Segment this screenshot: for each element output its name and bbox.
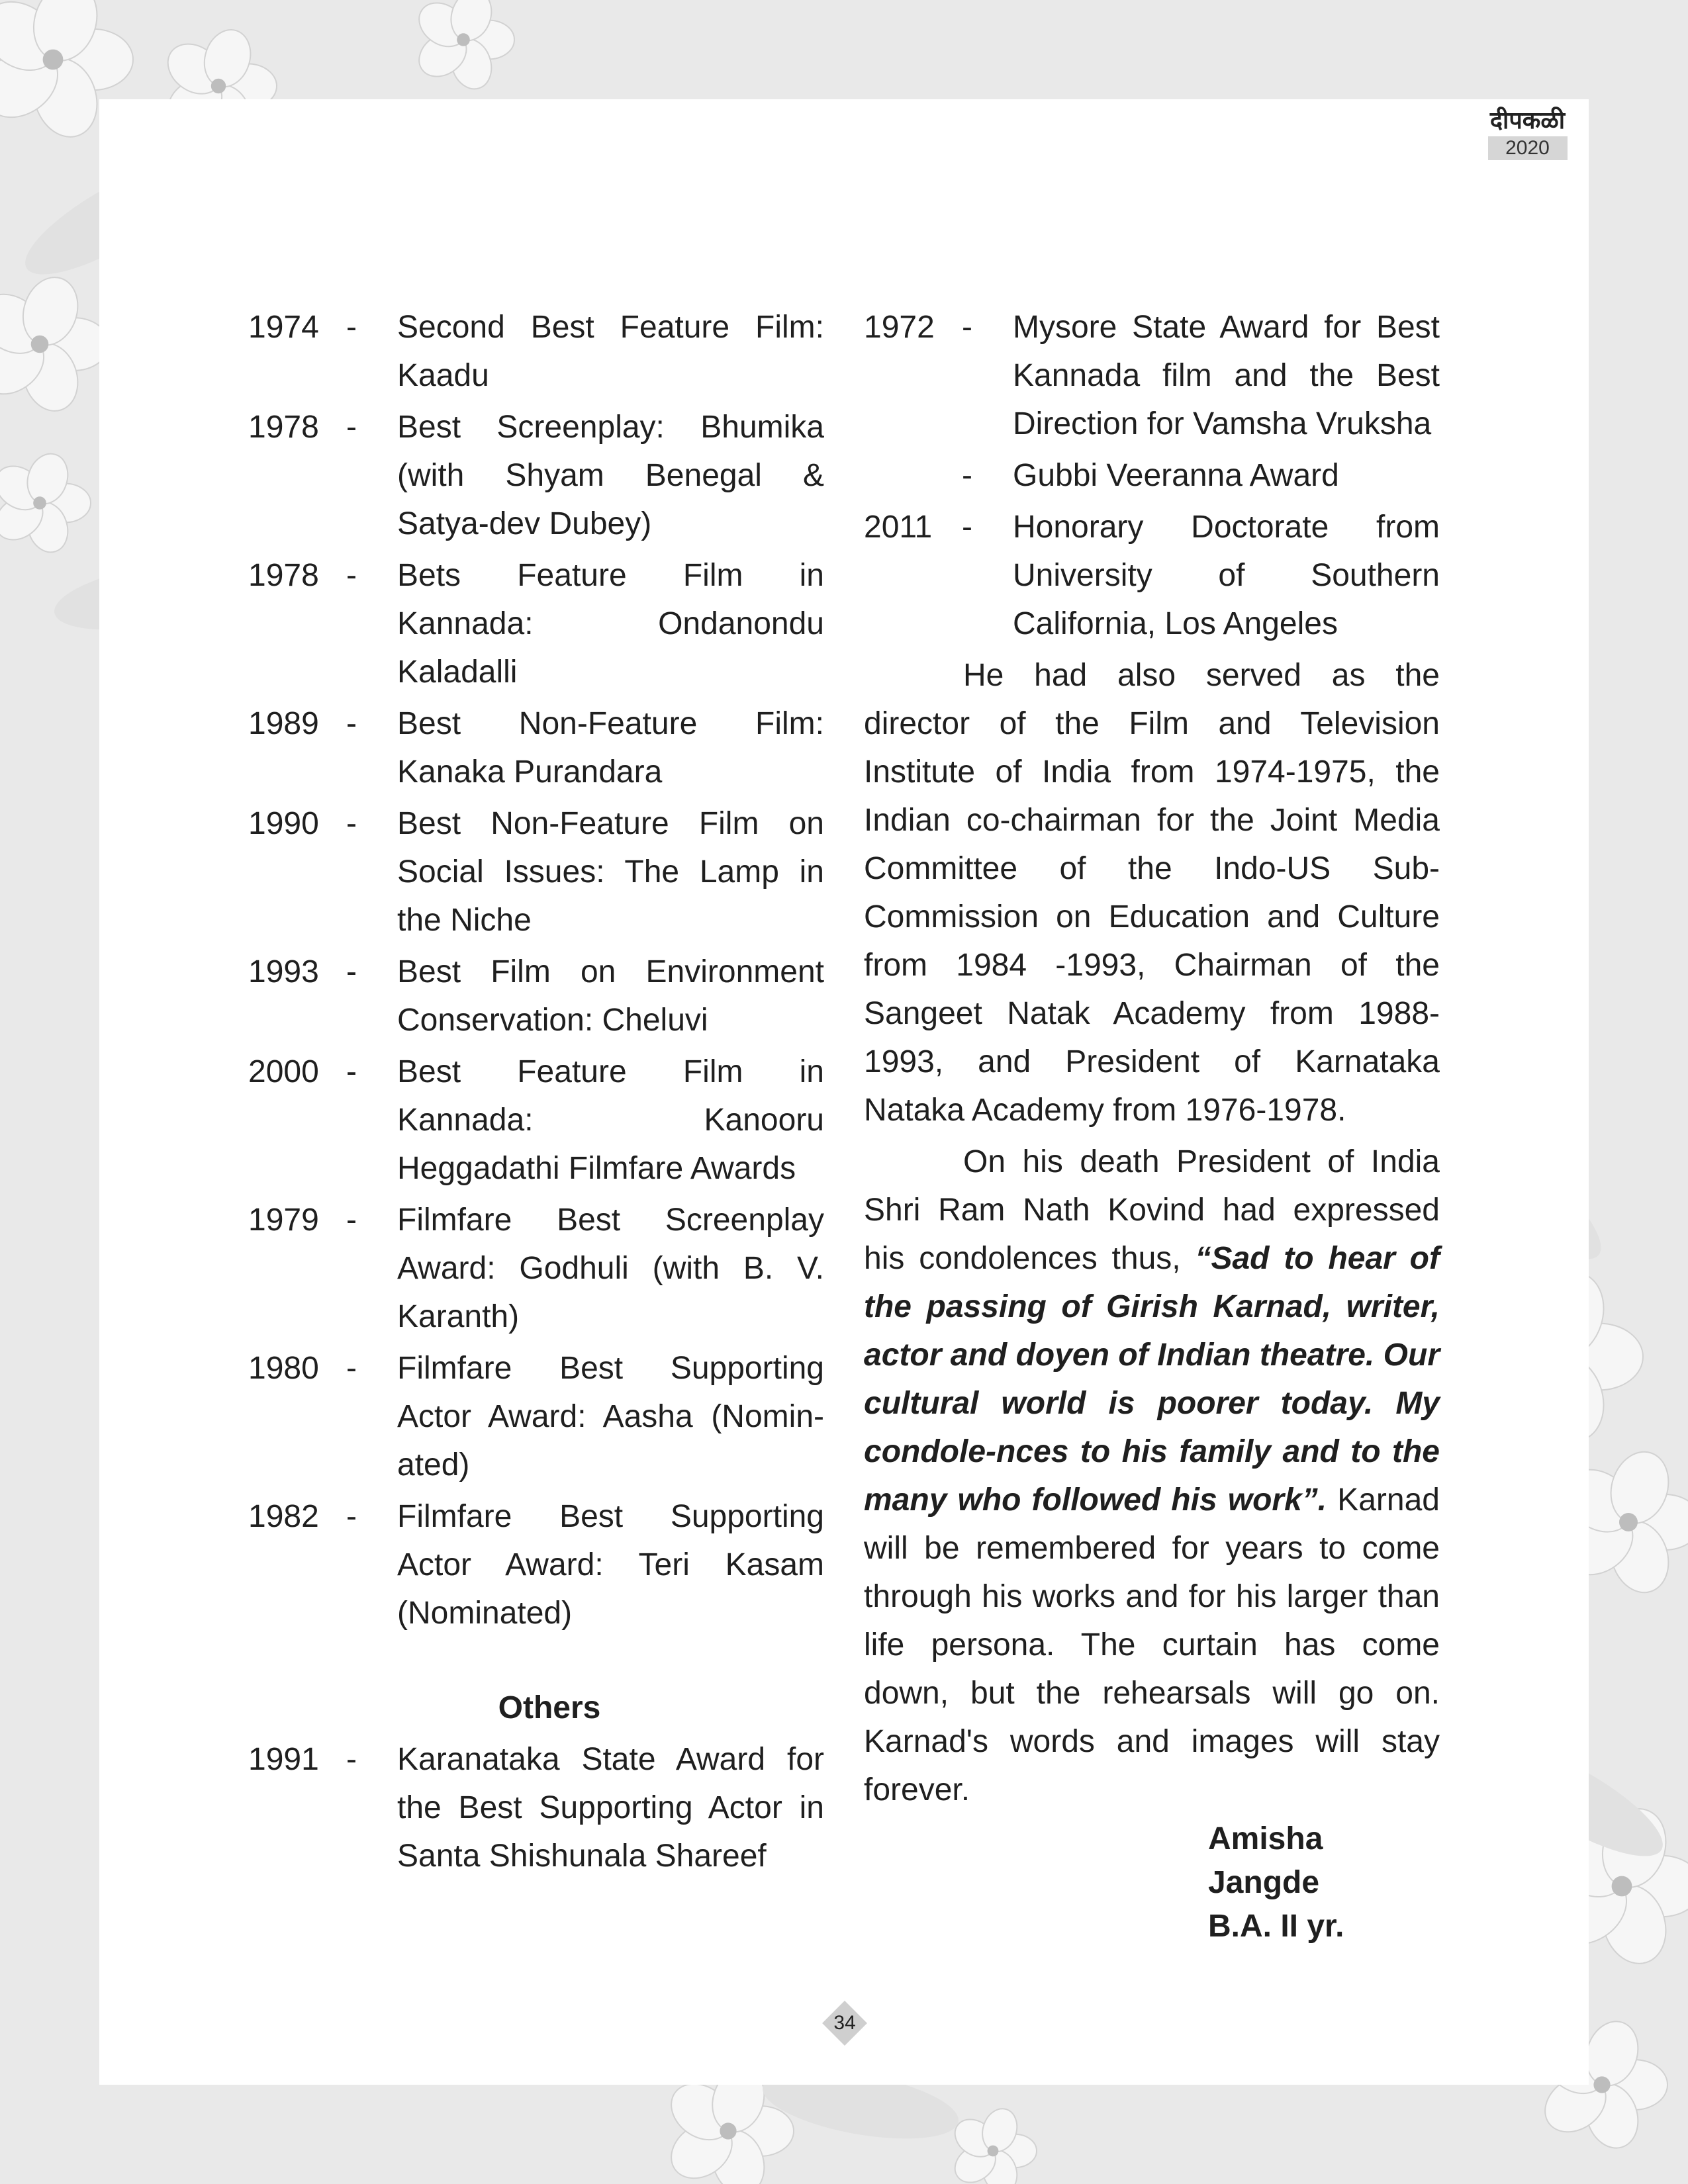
award-entry — [248, 1344, 824, 1489]
award-entry — [248, 1492, 824, 1637]
edition-year-badge: 2020 — [1488, 136, 1568, 160]
author-signature — [1208, 1817, 1440, 1948]
award-text: Honorary Doctorate from University of Southern California, Los Angeles — [1013, 510, 1440, 641]
flower-decor — [948, 2104, 1037, 2184]
award-dash: - — [346, 310, 357, 345]
president-quote: “Sad to hear of the passing of Girish Karnad, writer, actor and doyen of Indian theatre. Our cultural world is poorer today. My condole-nces to his family and to the many who followed his work”. — [864, 1241, 1440, 1518]
award-text: Best Feature Film in Kannada: Kanooru Heggadathi Filmfare Awards — [397, 1054, 824, 1186]
award-text: Best Screenplay: Bhumika (with Shyam Benegal & Satya-dev Dubey) — [397, 410, 824, 541]
flower-decor — [0, 270, 109, 418]
page-number: 34 — [833, 2012, 856, 2034]
award-entry — [248, 303, 824, 400]
award-text: Second Best Feature Film: Kaadu — [397, 310, 824, 393]
condolence-paragraph — [864, 1138, 1440, 1814]
award-year: 1990 — [248, 806, 319, 841]
award-entry — [248, 700, 824, 796]
award-dash: - — [346, 706, 357, 741]
magazine-title: दीपकळी — [1489, 107, 1566, 134]
closing-text: Karnad will be remembered for years to come through his works and for his larger than life persona. The curtain has come down, but the rehearsals will go on. Karnad's words and images will stay forever. — [864, 1482, 1440, 1807]
award-year: 2011 — [864, 510, 933, 545]
condolence-intro: On his death President of India Shri Ram Nath Kovind had expressed his condolences thus, — [864, 1144, 1440, 1276]
award-dash: - — [346, 1351, 357, 1386]
award-year: 1993 — [248, 954, 319, 989]
award-text: Bets Feature Film in Kannada: Ondanondu Kaladalli — [397, 558, 824, 690]
award-year: 1979 — [248, 1203, 319, 1238]
award-text: Best Non-Feature Film on Social Issues: The Lamp in the Niche — [397, 806, 824, 938]
award-list — [248, 303, 824, 1637]
award-entry — [864, 451, 1440, 500]
award-dash: - — [346, 1054, 357, 1089]
award-entry — [248, 1048, 824, 1193]
award-entry — [248, 1735, 824, 1880]
left-column — [248, 303, 824, 1884]
award-entry — [248, 948, 824, 1044]
award-text: Filmfare Best Screenplay Award: Godhuli (with B. V. Karanth) — [397, 1203, 824, 1334]
author-name: Amisha Jangde — [1208, 1821, 1323, 1900]
award-entry — [248, 403, 824, 548]
award-text: Best Non-Feature Film: Kanaka Purandara — [397, 706, 824, 790]
award-entry — [248, 551, 824, 696]
award-entry — [864, 503, 1440, 648]
award-entry — [248, 799, 824, 944]
award-dash: - — [962, 510, 972, 545]
award-year: 1991 — [248, 1742, 319, 1777]
award-list — [864, 303, 1440, 648]
others-heading: Others — [498, 1690, 601, 1725]
award-dash: - — [346, 1499, 357, 1534]
award-dash: - — [962, 310, 972, 345]
award-entry — [864, 303, 1440, 448]
award-year: 1982 — [248, 1499, 319, 1534]
others-list — [248, 1735, 824, 1880]
award-text: Filmfare Best Supporting Actor Award: Aasha (Nomin-ated) — [397, 1351, 824, 1482]
award-year: 1989 — [248, 706, 319, 741]
award-dash: - — [346, 558, 357, 593]
page-number-badge — [823, 2002, 866, 2044]
award-year — [864, 451, 962, 500]
award-year: 1978 — [248, 558, 319, 593]
flower-decor — [410, 0, 514, 94]
award-dash: - — [346, 1203, 357, 1238]
masthead — [1483, 106, 1572, 160]
award-year: 1972 — [864, 310, 935, 345]
award-dash: - — [346, 1742, 357, 1777]
award-year: 1980 — [248, 1351, 319, 1386]
award-text: Karanataka State Award for the Best Supporting Actor in Santa Shishunala Shareef — [397, 1742, 824, 1874]
award-year: 2000 — [248, 1054, 319, 1089]
award-dash: - — [962, 458, 972, 493]
award-year: 1974 — [248, 310, 319, 345]
award-text: Best Film on Environment Conservation: Cheluvi — [397, 954, 824, 1038]
award-text: Filmfare Best Supporting Actor Award: Teri Kasam (Nominated) — [397, 1499, 824, 1631]
award-dash: - — [346, 954, 357, 989]
award-text: Gubbi Veeranna Award — [1013, 458, 1339, 493]
flower-decor — [0, 449, 91, 558]
award-text: Mysore State Award for Best Kannada film and the Best Direction for Vamsha Vruksha — [1013, 310, 1440, 441]
award-dash: - — [346, 806, 357, 841]
career-paragraph: He had also served as the director of the Film and Television Institute of India from 1974-1975, the Indian co-chairman for the Joint Media Committee of the Indo-US Sub-Commission on Education and Culture from 1984 -1993, Chairman of the Sangeet Natak Academy from 1988-1993, and President of Karnataka Nataka Academy from 1976-1978. — [864, 658, 1440, 1128]
award-year: 1978 — [248, 410, 319, 445]
right-column — [864, 303, 1440, 1948]
author-class: B.A. II yr. — [1208, 1909, 1344, 1944]
award-entry — [248, 1196, 824, 1341]
award-dash: - — [346, 410, 357, 445]
